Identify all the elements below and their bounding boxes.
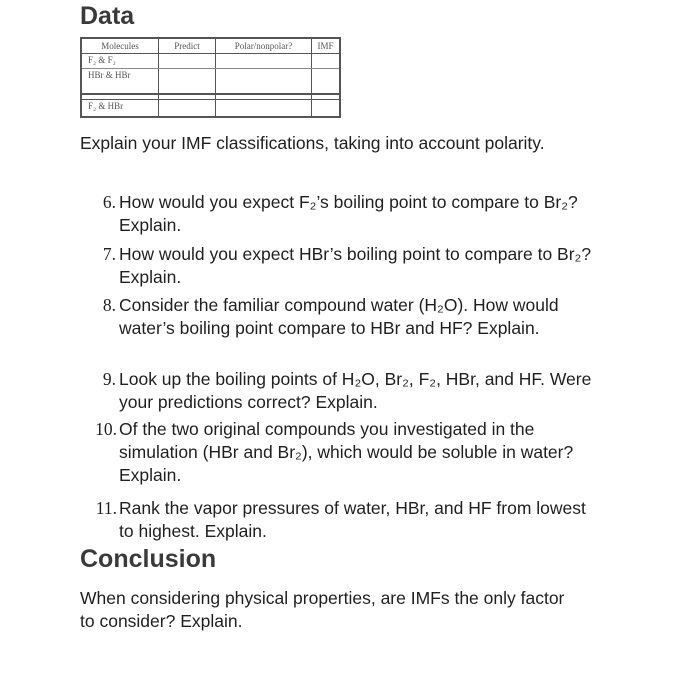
data-heading: Data — [80, 2, 135, 30]
question-number: 11. — [95, 498, 117, 518]
question-10 — [95, 418, 594, 487]
conclusion-heading: Conclusion — [80, 545, 217, 573]
cell-predict — [159, 54, 216, 69]
question-text: How would you expect HBr’s boiling point to compare to Br₂? Explain. — [119, 244, 592, 287]
cell-polar — [216, 100, 312, 118]
data-table — [80, 37, 341, 118]
table-row — [81, 100, 340, 118]
cell-predict — [159, 100, 216, 118]
cell-imf — [312, 69, 341, 95]
cell-molecules: F₂ & HBr — [81, 100, 159, 118]
question-text: Of the two original compounds you investigated in the simulation (HBr and Br₂), which would be soluble in water? Explain. — [119, 419, 574, 485]
question-number: 9. — [102, 369, 116, 389]
header-predict: Predict — [159, 38, 216, 54]
conclusion-text: When considering physical properties, are IMFs the only factor to consider? Explain. — [80, 588, 565, 631]
cell-polar — [216, 54, 312, 69]
cell-imf — [312, 54, 341, 69]
question-number: 10. — [95, 419, 117, 439]
cell-polar — [216, 69, 312, 95]
cell-molecules: HBr & HBr — [81, 69, 159, 95]
question-7 — [102, 243, 594, 289]
question-text: Rank the vapor pressures of water, HBr, and HF from lowest to highest. Explain. — [119, 498, 586, 541]
question-11 — [95, 497, 594, 543]
cell-predict — [159, 69, 216, 95]
question-text: Consider the familiar compound water (H₂O). How would water’s boiling point compare to HBr and HF? Explain. — [119, 295, 559, 338]
table-row — [81, 69, 340, 95]
question-number: 6. — [102, 192, 116, 212]
question-9 — [102, 368, 594, 414]
intro-text: Explain your IMF classifications, taking into account polarity. — [80, 133, 545, 153]
question-number: 8. — [102, 295, 116, 315]
question-text: How would you expect F₂’s boiling point to compare to Br₂? Explain. — [119, 192, 578, 235]
table-header-row — [81, 38, 340, 54]
cell-imf — [312, 100, 341, 118]
header-polar: Polar/nonpolar? — [216, 38, 312, 54]
question-text: Look up the boiling points of H₂O, Br₂, F₂, HBr, and HF. Were your predictions correct? Explain. — [119, 369, 592, 412]
question-8 — [102, 294, 594, 340]
header-imf: IMF — [312, 38, 341, 54]
table-row — [81, 54, 340, 69]
cell-molecules: F₂ & F₂ — [81, 54, 159, 69]
question-6 — [102, 191, 594, 237]
question-number: 7. — [102, 244, 116, 264]
header-molecules: Molecules — [81, 38, 159, 54]
